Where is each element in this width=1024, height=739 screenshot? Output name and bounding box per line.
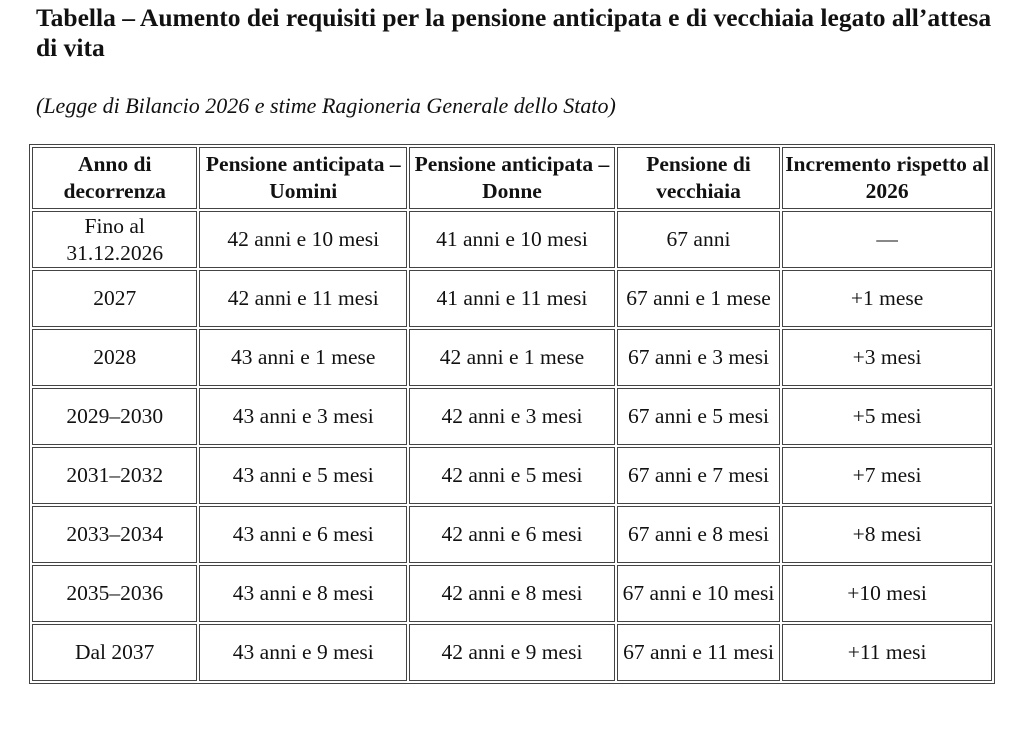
table-header-row [32, 147, 992, 209]
cell-vecchiaia: 67 anni e 8 mesi [617, 506, 780, 563]
header-pensione-di-vecchiaia: Pensione di vecchiaia [617, 147, 780, 209]
cell-incremento: +8 mesi [782, 506, 992, 563]
cell-anticipata-uomini: 43 anni e 1 mese [199, 329, 407, 386]
table-row [32, 447, 992, 504]
cell-anticipata-donne: 42 anni e 1 mese [409, 329, 615, 386]
page-title: Tabella – Aumento dei requisiti per la pensione anticipata e di vecchiaia legato all’attesa di vita [36, 3, 992, 62]
cell-incremento: — [782, 211, 992, 268]
header-anno-di-decorrenza: Anno di decorrenza [32, 147, 197, 209]
cell-anticipata-donne: 41 anni e 11 mesi [409, 270, 615, 327]
table-row [32, 270, 992, 327]
cell-incremento: +5 mesi [782, 388, 992, 445]
cell-anno: 2027 [32, 270, 197, 327]
cell-anticipata-uomini: 43 anni e 6 mesi [199, 506, 407, 563]
cell-anno: 2035–2036 [32, 565, 197, 622]
cell-anno: 2033–2034 [32, 506, 197, 563]
table-row [32, 565, 992, 622]
cell-anticipata-donne: 42 anni e 9 mesi [409, 624, 615, 681]
cell-anticipata-uomini: 43 anni e 3 mesi [199, 388, 407, 445]
table-row [32, 388, 992, 445]
cell-vecchiaia: 67 anni [617, 211, 780, 268]
cell-incremento: +7 mesi [782, 447, 992, 504]
cell-anticipata-donne: 42 anni e 5 mesi [409, 447, 615, 504]
cell-anticipata-uomini: 43 anni e 5 mesi [199, 447, 407, 504]
cell-anno: 2031–2032 [32, 447, 197, 504]
cell-anticipata-uomini: 42 anni e 11 mesi [199, 270, 407, 327]
cell-anticipata-uomini: 42 anni e 10 mesi [199, 211, 407, 268]
cell-anticipata-uomini: 43 anni e 8 mesi [199, 565, 407, 622]
cell-vecchiaia: 67 anni e 10 mesi [617, 565, 780, 622]
table-source-note: (Legge di Bilancio 2026 e stime Ragioneria Generale dello Stato) [36, 93, 616, 118]
cell-incremento: +1 mese [782, 270, 992, 327]
cell-vecchiaia: 67 anni e 5 mesi [617, 388, 780, 445]
cell-anno: 2029–2030 [32, 388, 197, 445]
cell-anticipata-uomini: 43 anni e 9 mesi [199, 624, 407, 681]
cell-vecchiaia: 67 anni e 3 mesi [617, 329, 780, 386]
header-pensione-anticipata-uomini: Pensione anticipata – Uomini [199, 147, 407, 209]
cell-vecchiaia: 67 anni e 11 mesi [617, 624, 780, 681]
header-pensione-anticipata-donne: Pensione anticipata – Donne [409, 147, 615, 209]
cell-incremento: +3 mesi [782, 329, 992, 386]
cell-anticipata-donne: 42 anni e 6 mesi [409, 506, 615, 563]
table-row [32, 211, 992, 268]
table-row [32, 624, 992, 681]
requirements-table [29, 144, 995, 684]
cell-incremento: +11 mesi [782, 624, 992, 681]
cell-anticipata-donne: 41 anni e 10 mesi [409, 211, 615, 268]
cell-anno: Fino al 31.12.2026 [32, 211, 197, 268]
cell-vecchiaia: 67 anni e 1 mese [617, 270, 780, 327]
cell-vecchiaia: 67 anni e 7 mesi [617, 447, 780, 504]
cell-anticipata-donne: 42 anni e 3 mesi [409, 388, 615, 445]
cell-incremento: +10 mesi [782, 565, 992, 622]
header-incremento: Incremento rispetto al 2026 [782, 147, 992, 209]
table-row [32, 329, 992, 386]
table-row [32, 506, 992, 563]
cell-anticipata-donne: 42 anni e 8 mesi [409, 565, 615, 622]
cell-anno: Dal 2037 [32, 624, 197, 681]
cell-anno: 2028 [32, 329, 197, 386]
